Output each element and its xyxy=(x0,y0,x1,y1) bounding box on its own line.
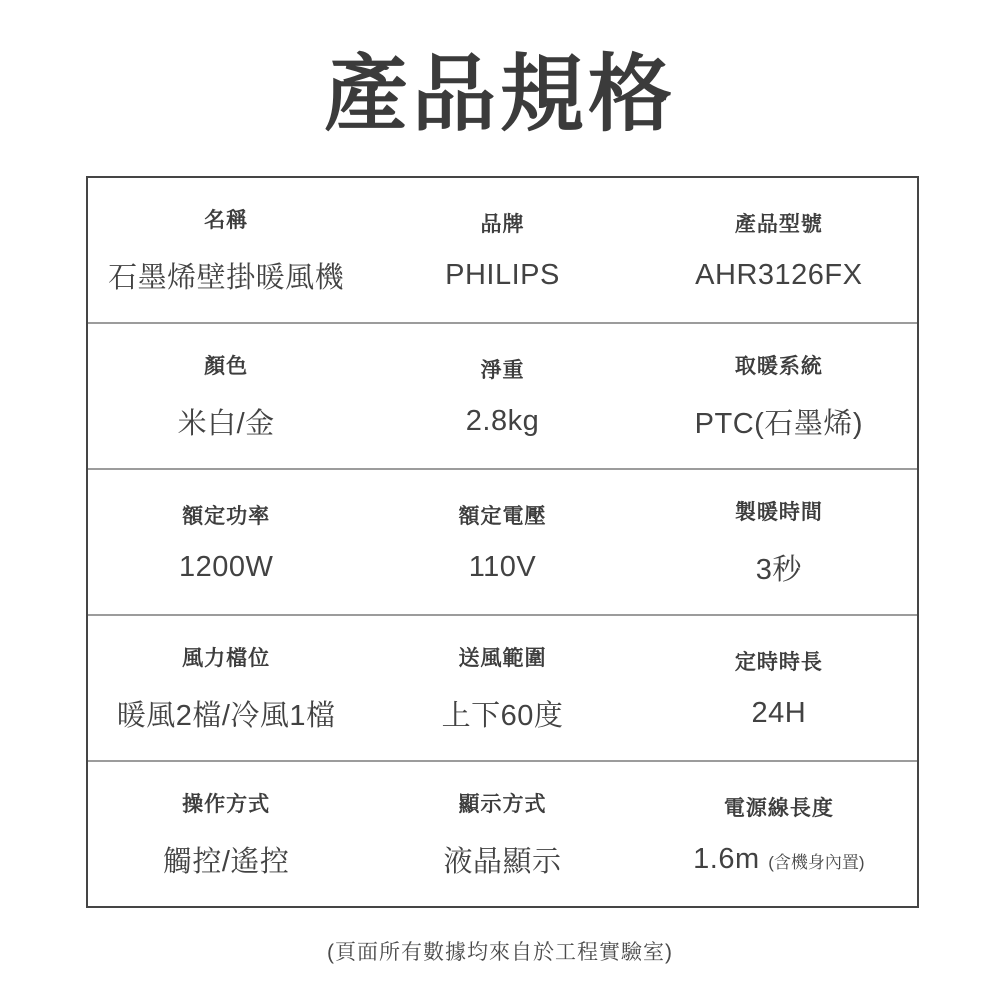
spec-value: AHR3126FX xyxy=(695,259,863,291)
spec-table xyxy=(86,176,919,908)
spec-value: 1200W xyxy=(178,551,274,583)
spec-value: 上下60度 xyxy=(441,700,564,732)
spec-cell-model xyxy=(641,178,917,322)
spec-cell-control-method xyxy=(88,762,364,906)
spec-cell-weight xyxy=(364,324,640,468)
spec-cell-heating-system xyxy=(641,324,917,468)
spec-cell-display-type xyxy=(364,762,640,906)
spec-label: 額定功率 xyxy=(182,505,271,528)
spec-cell-name xyxy=(88,178,364,322)
page-title: 產品規格 xyxy=(323,47,676,141)
spec-cell-rated-voltage xyxy=(364,470,640,614)
spec-label: 風力檔位 xyxy=(182,647,271,670)
spec-label: 顯示方式 xyxy=(458,793,547,816)
spec-cell-airflow-range xyxy=(364,616,640,760)
spec-label: 淨重 xyxy=(480,359,525,382)
spec-row-2 xyxy=(88,322,917,468)
spec-label: 名稱 xyxy=(204,209,249,232)
spec-value: PTC(石墨烯) xyxy=(694,408,863,440)
spec-cell-heatup-time xyxy=(641,470,917,614)
spec-value: 110V xyxy=(468,551,537,583)
spec-label: 送風範圍 xyxy=(458,647,547,670)
spec-cell-brand xyxy=(364,178,640,322)
spec-row-1 xyxy=(88,178,917,322)
spec-value xyxy=(693,843,864,876)
spec-label: 操作方式 xyxy=(182,793,271,816)
spec-cell-rated-power xyxy=(88,470,364,614)
spec-value: 石墨烯壁掛暖風機 xyxy=(108,262,345,294)
spec-value: 液晶顯示 xyxy=(443,846,562,878)
spec-row-3 xyxy=(88,468,917,614)
spec-label: 電源線長度 xyxy=(723,797,834,820)
spec-value: 2.8kg xyxy=(465,405,540,437)
spec-label: 產品型號 xyxy=(734,213,823,236)
spec-value: 24H xyxy=(751,697,807,729)
spec-value: 暖風2檔/冷風1檔 xyxy=(116,700,336,732)
spec-cell-cord-length xyxy=(641,762,917,906)
spec-cell-wind-levels xyxy=(88,616,364,760)
spec-value-suffix: (含機身內置) xyxy=(768,853,865,872)
spec-value: PHILIPS xyxy=(445,259,560,291)
spec-label: 製暖時間 xyxy=(734,501,823,524)
spec-cell-timer-duration xyxy=(641,616,917,760)
spec-label: 品牌 xyxy=(480,213,525,236)
spec-row-5 xyxy=(88,760,917,906)
spec-row-4 xyxy=(88,614,917,760)
spec-value: 米白/金 xyxy=(177,408,275,440)
spec-label: 顏色 xyxy=(204,355,249,378)
spec-cell-color xyxy=(88,324,364,468)
spec-label: 定時時長 xyxy=(734,651,823,674)
footnote: (頁面所有數據均來自於工程實驗室) xyxy=(327,941,673,964)
spec-value: 觸控/遙控 xyxy=(162,846,290,878)
spec-label: 額定電壓 xyxy=(458,505,547,528)
spec-value-main: 1.6m xyxy=(693,843,760,875)
spec-label: 取暖系統 xyxy=(734,355,823,378)
spec-value: 3秒 xyxy=(755,554,802,586)
